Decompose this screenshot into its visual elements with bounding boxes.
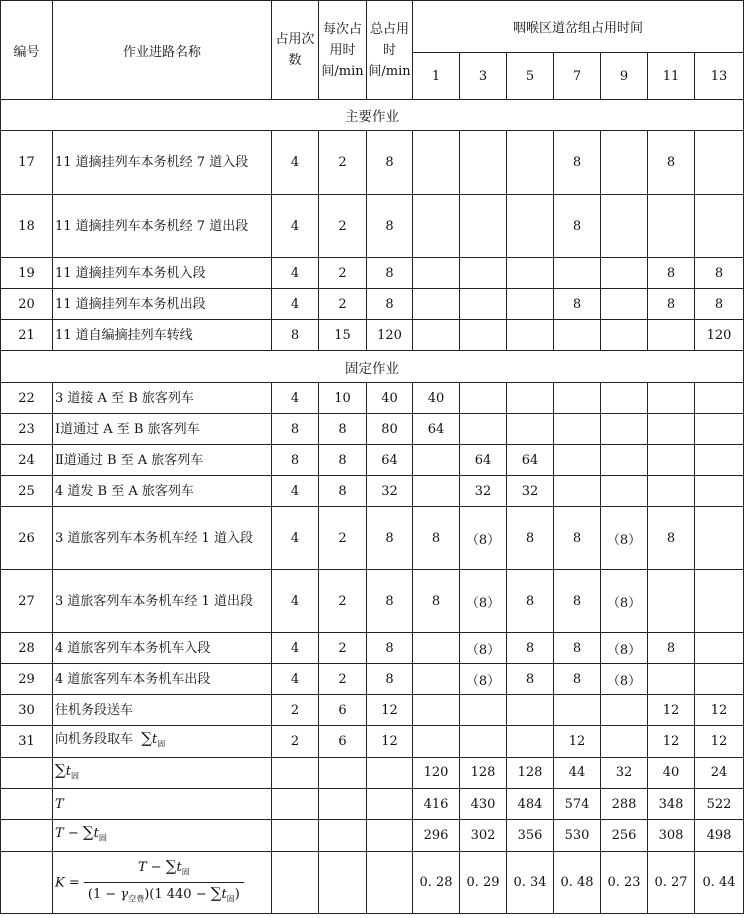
route-name: 4 道发 B 至 A 旅客列车 [53, 476, 272, 507]
switch-cell [507, 320, 554, 351]
switch-cell: 8 [413, 570, 460, 633]
switch-cell [601, 726, 648, 758]
switch-cell [695, 131, 744, 195]
K-fraction: $\frac{T - \sum t_固}{(1 - \gamma_{空费})(1 440 - \sum t_固)}$ [84, 858, 244, 908]
switch-cell [554, 695, 601, 726]
switch-cell [601, 414, 648, 445]
summary-cell: 32 [601, 757, 648, 789]
total-time-cell: 8 [367, 507, 413, 570]
table-row [1, 131, 744, 195]
row-id: 27 [1, 570, 53, 633]
switch-cell: 8 [648, 258, 695, 289]
switch-cell [507, 258, 554, 289]
switch-cell: 64 [460, 445, 507, 476]
summary-cell: 44 [554, 757, 601, 789]
each-time-cell: 2 [319, 289, 367, 320]
section-main: 主要作业 [1, 100, 744, 131]
header-route-name: 作业进路名称 [53, 1, 272, 100]
switch-cell [554, 476, 601, 507]
header-switch: 11 [648, 53, 695, 100]
switch-cell: （8） [601, 507, 648, 570]
summary-cell: 484 [507, 789, 554, 820]
row-id: 30 [1, 695, 53, 726]
summary-cell: 0. 29 [460, 852, 507, 914]
switch-cell: 12 [648, 695, 695, 726]
switch-cell: （8） [601, 633, 648, 664]
total-time-cell: 40 [367, 383, 413, 414]
switch-cell: 8 [554, 195, 601, 258]
total-time-cell: 12 [367, 695, 413, 726]
switch-cell [507, 726, 554, 758]
row-id: 28 [1, 633, 53, 664]
switch-cell: 8 [554, 664, 601, 695]
switch-cell [695, 507, 744, 570]
switch-cell [648, 476, 695, 507]
switch-cell [460, 414, 507, 445]
each-time-cell: 2 [319, 664, 367, 695]
switch-cell [554, 320, 601, 351]
switch-cell [601, 289, 648, 320]
switch-cell [695, 414, 744, 445]
switch-cell: 8 [648, 507, 695, 570]
summary-cell: 288 [601, 789, 648, 820]
summary-cell: 348 [648, 789, 695, 820]
switch-cell: 8 [554, 507, 601, 570]
header-switch: 3 [460, 53, 507, 100]
switch-cell [648, 445, 695, 476]
switch-cell [695, 476, 744, 507]
switch-cell [554, 258, 601, 289]
summary-cell: 24 [695, 757, 744, 789]
count-cell: 4 [272, 476, 319, 507]
table-row [1, 695, 744, 726]
count-cell: 4 [272, 289, 319, 320]
switch-cell [554, 383, 601, 414]
count-cell: 8 [272, 414, 319, 445]
table-row [1, 633, 744, 664]
count-cell: 8 [272, 320, 319, 351]
route-name: 3 道旅客列车本务机车经 1 道入段 [53, 507, 272, 570]
switch-cell [413, 695, 460, 726]
summary-row-sum-t [1, 757, 744, 789]
switch-cell: 8 [554, 131, 601, 195]
summary-cell: 0. 27 [648, 852, 695, 914]
count-cell: 2 [272, 695, 319, 726]
switch-cell: 8 [695, 289, 744, 320]
route-name: 11 道摘挂列车本务机经 7 道入段 [53, 131, 272, 195]
switch-cell: 120 [695, 320, 744, 351]
switch-cell [413, 476, 460, 507]
summary-cell: 0. 23 [601, 852, 648, 914]
switch-cell: （8） [460, 570, 507, 633]
total-time-cell: 8 [367, 664, 413, 695]
table-row [1, 289, 744, 320]
switch-cell [601, 320, 648, 351]
each-time-cell: 6 [319, 695, 367, 726]
table-row [1, 570, 744, 633]
each-time-cell: 8 [319, 476, 367, 507]
count-cell: 4 [272, 570, 319, 633]
switch-cell [460, 726, 507, 758]
summary-cell: 0. 48 [554, 852, 601, 914]
row-id: 22 [1, 383, 53, 414]
header-switch: 5 [507, 53, 554, 100]
route-name [53, 726, 272, 758]
each-time-cell: 6 [319, 726, 367, 758]
route-name: 4 道旅客列车本务机车出段 [53, 664, 272, 695]
switch-cell: 32 [507, 476, 554, 507]
table-row [1, 414, 744, 445]
row-id: 21 [1, 320, 53, 351]
each-time-cell: 2 [319, 258, 367, 289]
switch-cell: （8） [601, 664, 648, 695]
each-time-cell: 2 [319, 195, 367, 258]
switch-cell: 64 [507, 445, 554, 476]
row-id: 29 [1, 664, 53, 695]
route-name-text: 向机务段取车 [55, 732, 134, 747]
route-name: 往机务段送车 [53, 695, 272, 726]
switch-cell [695, 445, 744, 476]
row-id: 26 [1, 507, 53, 570]
row-id: 25 [1, 476, 53, 507]
summary-cell: 256 [601, 820, 648, 852]
switch-cell: 32 [460, 476, 507, 507]
table-row [1, 195, 744, 258]
switch-cell [507, 695, 554, 726]
header-total-time: 总占用时间/min [367, 1, 413, 100]
summary-row-T-minus-sum [1, 820, 744, 852]
count-cell: 4 [272, 383, 319, 414]
each-time-cell: 2 [319, 633, 367, 664]
row-id: 20 [1, 289, 53, 320]
header-id: 编号 [1, 1, 53, 100]
summary-cell: 574 [554, 789, 601, 820]
each-time-cell: 8 [319, 445, 367, 476]
switch-cell [601, 383, 648, 414]
switch-cell: 12 [554, 726, 601, 758]
header-switch: 7 [554, 53, 601, 100]
t-symbol: t [65, 763, 71, 779]
switch-cell: （8） [601, 570, 648, 633]
section-fixed: 固定作业 [1, 351, 744, 383]
table-row [1, 383, 744, 414]
switch-cell [695, 383, 744, 414]
summary-cell: 296 [413, 820, 460, 852]
total-time-cell: 12 [367, 726, 413, 758]
route-name: 11 道摘挂列车本务机经 7 道出段 [53, 195, 272, 258]
switch-cell: 8 [413, 507, 460, 570]
table-row [1, 320, 744, 351]
switch-cell: 12 [695, 726, 744, 758]
summary-cell: 40 [648, 757, 695, 789]
summary-cell: 530 [554, 820, 601, 852]
total-time-cell: 120 [367, 320, 413, 351]
total-time-cell: 8 [367, 195, 413, 258]
count-cell: 4 [272, 507, 319, 570]
table-row [1, 664, 744, 695]
table-row [1, 258, 744, 289]
count-cell: 4 [272, 633, 319, 664]
summary-cell: 128 [460, 757, 507, 789]
total-time-cell: 8 [367, 131, 413, 195]
switch-cell [601, 195, 648, 258]
total-time-cell: 8 [367, 570, 413, 633]
switch-cell: 8 [648, 633, 695, 664]
each-time-cell: 2 [319, 507, 367, 570]
count-cell: 4 [272, 258, 319, 289]
summary-cell: 120 [413, 757, 460, 789]
row-id: 18 [1, 195, 53, 258]
switch-cell [413, 131, 460, 195]
summary-row-K [1, 852, 744, 914]
row-id: 19 [1, 258, 53, 289]
switch-cell [460, 131, 507, 195]
summary-cell: 308 [648, 820, 695, 852]
switch-cell [695, 633, 744, 664]
switch-cell [648, 664, 695, 695]
subscript-fixed: 固 [157, 739, 166, 749]
switch-cell [601, 695, 648, 726]
switch-cell [460, 258, 507, 289]
summary-cell: 302 [460, 820, 507, 852]
summary-cell: 498 [695, 820, 744, 852]
switch-cell: 8 [648, 289, 695, 320]
route-name: Ⅰ道通过 A 至 B 旅客列车 [53, 414, 272, 445]
switch-cell: （8） [460, 633, 507, 664]
switch-cell [460, 695, 507, 726]
table-row [1, 476, 744, 507]
switch-cell [601, 131, 648, 195]
total-time-cell: 64 [367, 445, 413, 476]
switch-cell: 8 [648, 131, 695, 195]
summary-cell: 0. 34 [507, 852, 554, 914]
K-formula: K = $\frac{T - \sum t_固}{(1 - \gamma_{空费})(1 440 - \sum t_固)}$ [53, 852, 272, 914]
count-cell: 4 [272, 195, 319, 258]
row-id: 24 [1, 445, 53, 476]
total-time-cell: 8 [367, 258, 413, 289]
switch-cell: 64 [413, 414, 460, 445]
switch-cell [554, 445, 601, 476]
switch-cell: 12 [695, 695, 744, 726]
switch-cell: 8 [554, 633, 601, 664]
switch-cell [413, 258, 460, 289]
switch-cell [460, 195, 507, 258]
sum-t-label [53, 757, 272, 789]
switch-cell [413, 320, 460, 351]
each-time-cell: 10 [319, 383, 367, 414]
route-name: 11 道自编摘挂列车转线 [53, 320, 272, 351]
route-name: 4 道旅客列车本务机车入段 [53, 633, 272, 664]
switch-cell [460, 320, 507, 351]
t-symbol: t [152, 732, 158, 747]
row-id: 23 [1, 414, 53, 445]
route-name: 11 道摘挂列车本务机出段 [53, 289, 272, 320]
total-time-cell: 32 [367, 476, 413, 507]
switch-cell: 8 [554, 289, 601, 320]
each-time-cell: 15 [319, 320, 367, 351]
count-cell: 4 [272, 664, 319, 695]
switch-cell: 8 [507, 570, 554, 633]
switch-cell [507, 195, 554, 258]
switch-cell [648, 383, 695, 414]
switch-cell [413, 289, 460, 320]
switch-cell [695, 195, 744, 258]
summary-cell: 0. 28 [413, 852, 460, 914]
switch-cell [554, 414, 601, 445]
switch-cell: 12 [648, 726, 695, 758]
T-label: T [53, 789, 272, 820]
header-switch: 1 [413, 53, 460, 100]
summary-cell: 356 [507, 820, 554, 852]
total-time-cell: 80 [367, 414, 413, 445]
switch-cell: 8 [507, 507, 554, 570]
header-count: 占用次数 [272, 1, 319, 100]
each-time-cell: 2 [319, 570, 367, 633]
route-name: 11 道摘挂列车本务机入段 [53, 258, 272, 289]
switch-cell [507, 383, 554, 414]
switch-cell [648, 320, 695, 351]
summary-cell: 128 [507, 757, 554, 789]
table-row [1, 507, 744, 570]
switch-cell [601, 476, 648, 507]
header-switch: 13 [695, 53, 744, 100]
switch-cell [413, 445, 460, 476]
switch-cell [507, 131, 554, 195]
switch-cell: 8 [507, 633, 554, 664]
switch-cell: 8 [554, 570, 601, 633]
switch-cell [460, 383, 507, 414]
summary-cell: 522 [695, 789, 744, 820]
T-minus-sum-label: $T - \sum t_固$ [53, 820, 272, 852]
header-throat-switch-time: 咽喉区道岔组占用时间 [413, 1, 744, 53]
route-name: Ⅱ道通过 B 至 A 旅客列车 [53, 445, 272, 476]
switch-cell [507, 289, 554, 320]
switch-cell [601, 445, 648, 476]
summary-row-T [1, 789, 744, 820]
sum-symbol: ∑ [141, 729, 152, 747]
summary-cell: 0. 44 [695, 852, 744, 914]
switch-cell [648, 414, 695, 445]
header-each-time: 每次占用时间/min [319, 1, 367, 100]
total-time-cell: 8 [367, 289, 413, 320]
summary-cell: 416 [413, 789, 460, 820]
switch-cell: 8 [695, 258, 744, 289]
each-time-cell: 8 [319, 414, 367, 445]
switch-cell [648, 570, 695, 633]
switch-cell: （8） [460, 664, 507, 695]
switch-cell [648, 195, 695, 258]
switch-cell: 8 [507, 664, 554, 695]
table-row [1, 726, 744, 758]
route-name: 3 道旅客列车本务机车经 1 道出段 [53, 570, 272, 633]
switch-cell [507, 414, 554, 445]
summary-cell: 430 [460, 789, 507, 820]
header-switch: 9 [601, 53, 648, 100]
switch-cell [695, 570, 744, 633]
row-id: 31 [1, 726, 53, 758]
count-cell: 8 [272, 445, 319, 476]
total-time-cell: 8 [367, 633, 413, 664]
each-time-cell: 2 [319, 131, 367, 195]
count-cell: 2 [272, 726, 319, 758]
switch-cell [413, 664, 460, 695]
switch-cell [695, 664, 744, 695]
switch-cell: 40 [413, 383, 460, 414]
row-id: 17 [1, 131, 53, 195]
switch-cell [413, 633, 460, 664]
switch-cell [601, 258, 648, 289]
route-name: 3 道接 A 至 B 旅客列车 [53, 383, 272, 414]
switch-cell: （8） [460, 507, 507, 570]
sum-symbol: ∑ [55, 760, 66, 779]
table-row [1, 445, 744, 476]
switch-cell [413, 726, 460, 758]
subscript-fixed: 固 [70, 771, 79, 781]
count-cell: 4 [272, 131, 319, 195]
switch-cell [413, 195, 460, 258]
switch-cell [460, 289, 507, 320]
